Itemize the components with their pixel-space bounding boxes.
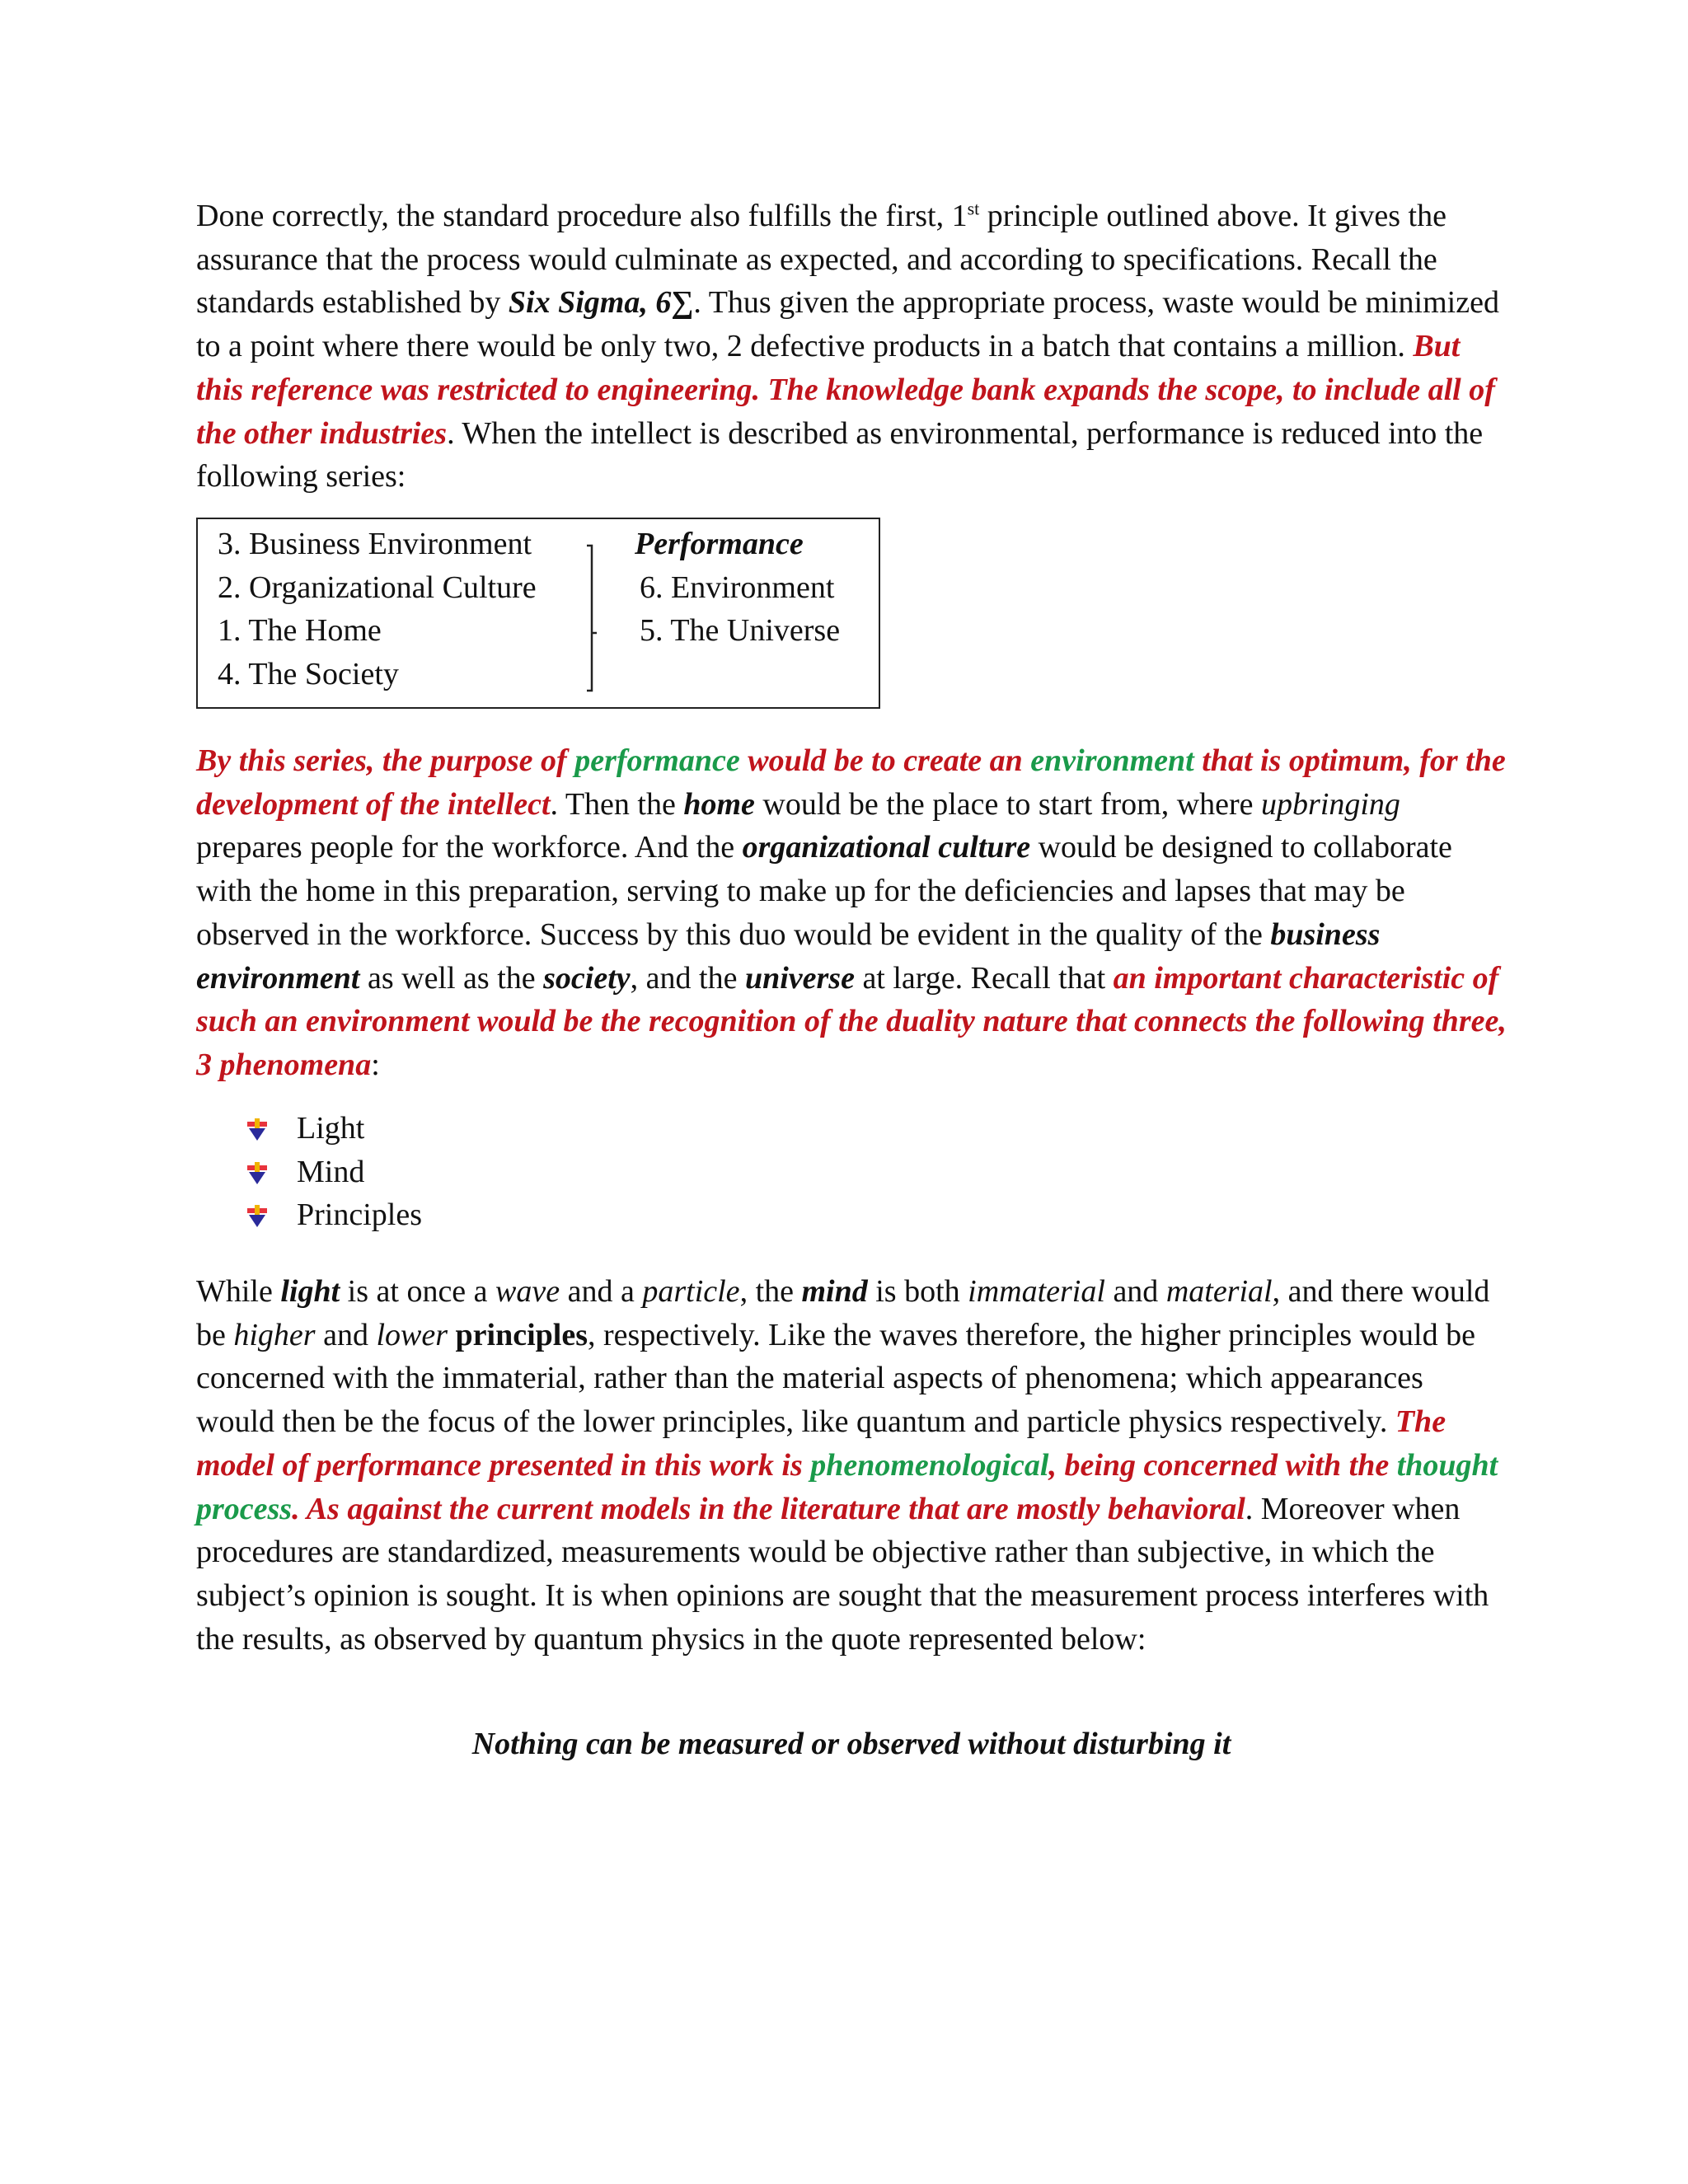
series-item: 4. The Society (218, 656, 399, 691)
green-emphasis: performance (574, 743, 740, 778)
text-run: : (371, 1047, 380, 1082)
text-run: is both (867, 1274, 968, 1309)
red-emphasis: , being concerned with the (1048, 1447, 1397, 1483)
series-item: 6. Environment (640, 569, 835, 605)
term-universe: universe (744, 960, 855, 996)
text-run (448, 1318, 456, 1352)
series-item: 5. The Universe (640, 613, 841, 648)
term-society: society (543, 960, 631, 996)
term-material: material (1165, 1274, 1273, 1309)
green-emphasis: phenomenological (810, 1447, 1049, 1483)
text-run: , respectively. Like the waves therefore, the higher principles would be concerned with the immaterial, rather than the material aspects of phenomena; which appearances would then be the focus of the lower principles, like quantum and particle physics respectively. (196, 1317, 1475, 1440)
text-run: . Thus given the appropriate process, waste would be minimized to a point where there would be only two, 2 defective products in a batch that contains a million. (196, 285, 1499, 364)
text-run: prepares people for the workforce. And the (196, 830, 743, 865)
term-higher: higher (233, 1317, 316, 1352)
term-lower: lower (376, 1317, 448, 1352)
list-item (246, 1151, 422, 1194)
term-immaterial: immaterial (968, 1274, 1105, 1309)
series-item: 1. The Home (218, 613, 382, 648)
text-run: as well as the (359, 960, 544, 996)
list-item-label: Mind (297, 1154, 365, 1189)
text-run: . When the intellect is described as environmental, performance is reduced into the following series: (196, 415, 1484, 494)
text-run: , the (739, 1274, 802, 1309)
paragraph-1 (196, 194, 1507, 499)
series-list-left (218, 523, 537, 696)
text-run: Done correctly, the standard procedure also fulfills the first, 1 (196, 199, 968, 233)
list-item (246, 1193, 422, 1237)
text-run: While (196, 1274, 281, 1309)
term-mind: mind (801, 1274, 868, 1309)
term-light: light (280, 1274, 340, 1309)
text-run: . Moreover when procedures are standardized, measurements would be objective rather than subjective, in which the subject’s opinion is sought. It is when opinions are sought that the measurement process interferes with the results, as observed by quantum physics in the quote represented below: (196, 1491, 1489, 1657)
term-business-environment: business environment (196, 916, 1381, 996)
paragraph-3 (196, 1270, 1507, 1661)
red-emphasis: . As against the current models in the literature that are mostly behavioral (292, 1491, 1245, 1526)
arrow-bullet-icon (246, 1162, 269, 1185)
green-emphasis: environment (1030, 743, 1194, 778)
six-sigma-term: Six Sigma, 6∑ (508, 285, 694, 321)
term-home: home (683, 786, 755, 822)
term-particle: particle (642, 1274, 740, 1309)
red-emphasis: that is optimum, for the development of the intellect (196, 743, 1506, 822)
green-emphasis: thought process (196, 1447, 1498, 1526)
list-item-label: Light (297, 1111, 365, 1146)
text-run: would be designed to collaborate with the home in this preparation, serving to make up for the deficiencies and lapses that may be observed in the workforce. Success by this duo would be evident in the quality of the (196, 830, 1452, 952)
text-run: , and there would be (196, 1274, 1490, 1352)
quote: Nothing can be measured or observed without disturbing it (471, 1727, 1231, 1761)
text-run: . Then the (550, 786, 684, 822)
red-emphasis: By this series, the purpose of (196, 743, 575, 778)
term-principles: principles (455, 1317, 588, 1352)
list-item (246, 1107, 422, 1151)
series-list-right (635, 523, 840, 653)
text-run: is at once a (340, 1274, 496, 1309)
list-item-label: Principles (297, 1197, 422, 1233)
arrow-bullet-icon (246, 1118, 269, 1141)
term-organizational-culture: organizational culture (742, 830, 1031, 865)
text-run: and a (560, 1274, 643, 1309)
series-title: Performance (635, 527, 804, 561)
text-run: and (1104, 1274, 1166, 1309)
red-emphasis: an important characteristic of such an environment would be the recognition of the duality nature that connects the following three, 3 phenomena (196, 960, 1507, 1082)
term-upbringing: upbringing (1261, 786, 1400, 822)
series-box (196, 518, 880, 709)
arrow-bullet-icon (246, 1205, 269, 1228)
term-wave: wave (495, 1274, 560, 1309)
phenomena-list (246, 1107, 422, 1237)
red-emphasis: The model of performance presented in this work is (196, 1404, 1447, 1483)
text-run: would be the place to start from, where (754, 786, 1262, 822)
series-item: 3. Business Environment (218, 527, 532, 561)
superscript: st (967, 198, 980, 219)
series-item: 2. Organizational Culture (218, 569, 537, 605)
text-run: , and the (630, 960, 745, 996)
text-run: at large. Recall that (854, 960, 1114, 996)
paragraph-2 (196, 739, 1507, 1087)
text-run: and (315, 1317, 377, 1352)
red-emphasis: But this reference was restricted to engineering. The knowledge bank expands the scope, to include all of the other industries (196, 329, 1495, 451)
text-run: principle outlined above. It gives the assurance that the process would culminate as expected, and according to specifications. Recall the standards established by (196, 199, 1447, 321)
red-emphasis: would be to create an (739, 743, 1031, 778)
